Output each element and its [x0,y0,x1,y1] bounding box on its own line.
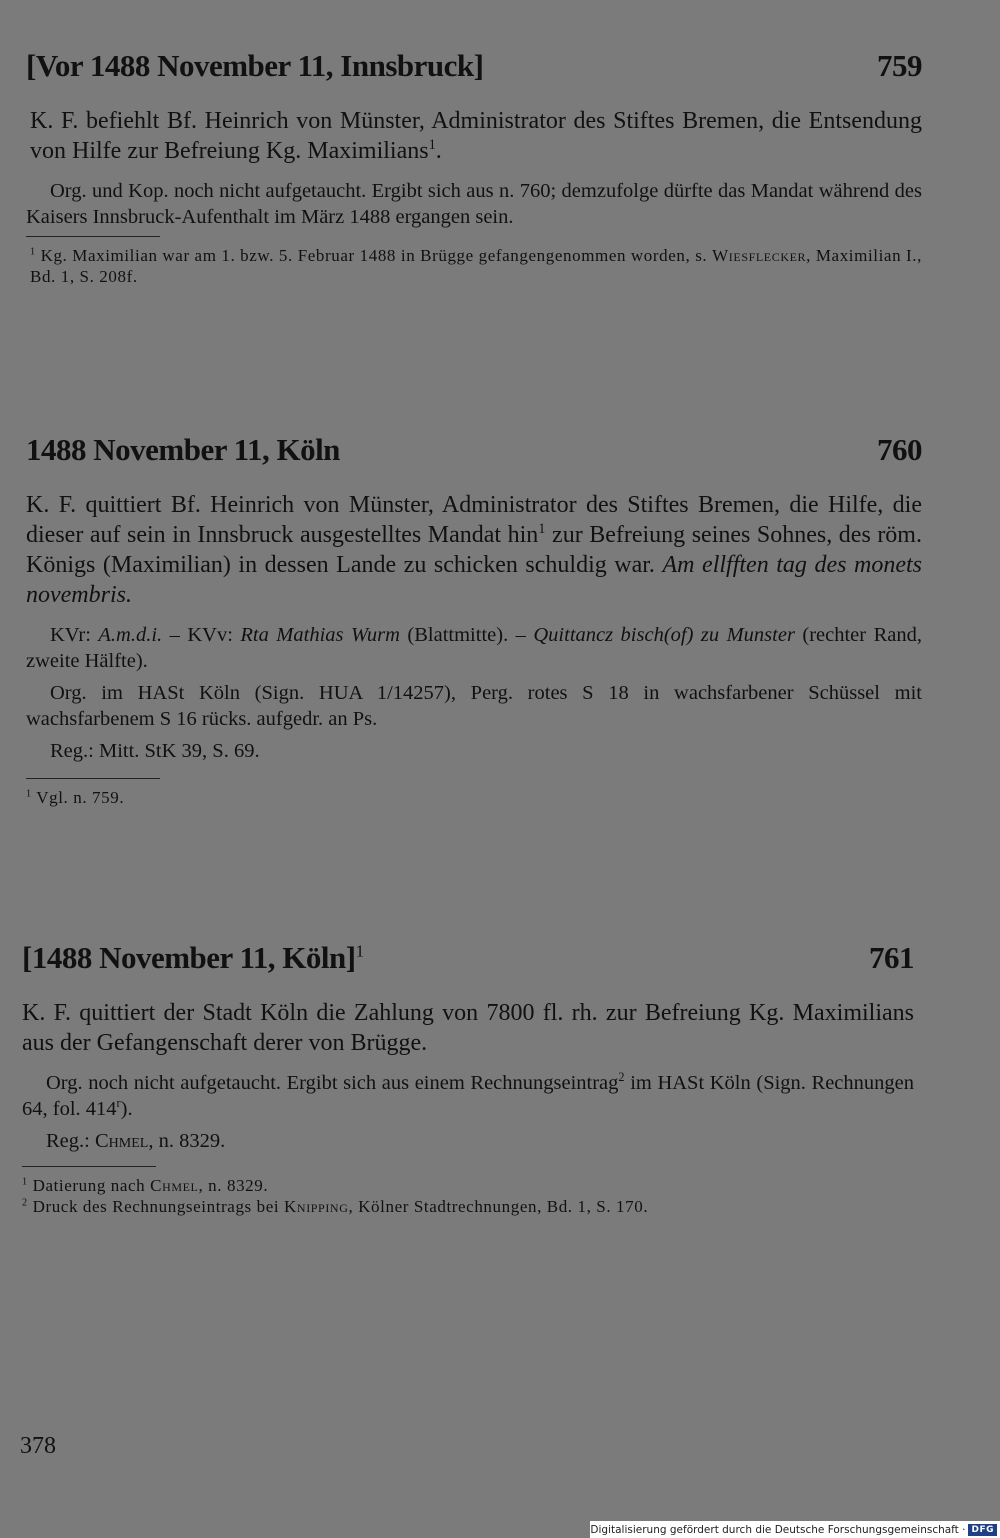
entry-heading [22,940,914,976]
footnote-mark: 2 [22,1197,28,1209]
entry-summary [26,490,922,610]
kv-position: (rechter Rand, zweite Hälfte). [26,624,922,672]
footnote [26,245,922,287]
summary-text: K. F. quittiert Bf. Heinrich von Münster, Administrator des Stiftes Bremen, die Hilfe, die dieser auf sein in Innsbruck ausgestelltes Mandat hin [26,492,922,548]
org-text: Org. noch nicht aufgetaucht. Ergibt sich aus einem Rechnungseintrag [46,1072,619,1094]
page-number: 378 [20,1433,56,1459]
funding-credit [590,1521,1000,1538]
entry-heading [26,48,922,84]
regest-note [22,1128,914,1154]
org-text-end: ). [120,1098,133,1120]
footnote-text: Vgl. n. 759. [36,788,125,807]
footnote [26,787,922,808]
entry-date-place: 1488 November 11, Köln [26,432,340,467]
summary-date-quote: Am ellfften tag des monets novembris. [26,552,922,608]
endorsement-note [26,622,922,674]
reg-ref: , n. 8329. [148,1130,226,1152]
kv-text: Rta Mathias Wurm [240,624,400,646]
footnote-mark: 1 [26,788,32,800]
footnote-ref: 2 [618,1070,625,1085]
entry-date-place: [Vor 1488 November 11, Innsbruck] [26,48,484,83]
footnote-rest: , n. 8329. [198,1176,269,1195]
footnote [22,1196,914,1217]
footnote-ref: 1 [428,137,436,153]
footnote-ref: 1 [355,941,364,961]
summary-text: K. F. befiehlt Bf. Heinrich von Münster, Administrator des Stiftes Bremen, die Entsendung von Hilfe zur Befreiung Kg. Maximilians [30,108,922,164]
reg-author: Chmel [94,1130,149,1152]
footnote-rest: , Maximilian I., Bd. 1, S. 208f. [30,246,922,286]
entry-number: 760 [877,432,922,467]
kv-text: Quittancz bisch(of) zu Munster [533,624,795,646]
footnote-rest: , Kölner Stadtrechnungen, Bd. 1, S. 170. [348,1197,649,1216]
org-text-cont: im HASt Köln (Sign. Rechnungen 64, fol. 414 [22,1072,914,1120]
entry-summary [30,106,922,166]
footnote [22,1175,914,1196]
entry-759 [26,48,922,287]
summary-end: . [435,138,442,164]
entry-heading [26,432,922,468]
dfg-logo: DFG [968,1524,997,1536]
footnote-rule [26,236,160,237]
footnote-author: Knipping [284,1197,349,1216]
kv-label: – KVv: [162,624,241,646]
entry-761 [22,940,914,1217]
entry-date-place [22,940,364,976]
entry-760 [26,432,922,808]
footnote-mark: 1 [30,246,36,258]
kv-position: (Blattmitte). – [399,624,534,646]
footnote-ref: 1 [538,521,546,537]
entry-summary: K. F. quittiert der Stadt Köln die Zahlung von 7800 fl. rh. zur Befreiung Kg. Maximilians aus der Gefangenschaft derer von Brügge. [22,1000,914,1056]
footnote-text: Druck des Rechnungseintrags bei [32,1197,285,1216]
summary-text-cont: zur Befreiung seines Sohnes, des röm. Königs (Maximilian) in dessen Lande zu schicken schuldig war. [26,522,922,578]
kv-text: A.m.d.i. [98,624,163,646]
entry-number: 761 [869,940,914,975]
footnote-rule [26,778,160,779]
footnote-text: Datierung nach [32,1176,151,1195]
regest-note: Reg.: Mitt. StK 39, S. 69. [50,740,260,762]
recto-mark: r [116,1096,121,1111]
archival-note [22,1070,914,1122]
footnote-author: Chmel [150,1176,199,1195]
reg-label: Reg.: [46,1130,95,1152]
archival-note: Org. im HASt Köln (Sign. HUA 1/14257), Perg. rotes S 18 in wachsfarbener Schüssel mit wachsfarbenem S 16 rücks. aufgedr. an Ps. [26,682,922,730]
footnote-text: Kg. Maximilian war am 1. bzw. 5. Februar 1488 in Brügge gefangengenommen worden, s. [40,246,708,265]
footnote-rule [22,1166,156,1167]
archival-note: Org. und Kop. noch nicht aufgetaucht. Ergibt sich aus n. 760; demzufolge dürfte das Mandat während des Kaisers Innsbruck-Aufenthalt im März 1488 ergangen sein. [26,180,922,228]
footnote-author: Wiesflecker [712,246,807,265]
kv-label: KVr: [50,624,99,646]
footnote-mark: 1 [22,1176,28,1188]
entry-number: 759 [877,48,922,83]
entry-date-text: [1488 November 11, Köln] [22,940,356,975]
credit-text: Digitalisierung gefördert durch die Deutsche Forschungsgemeinschaft · [590,1523,966,1536]
